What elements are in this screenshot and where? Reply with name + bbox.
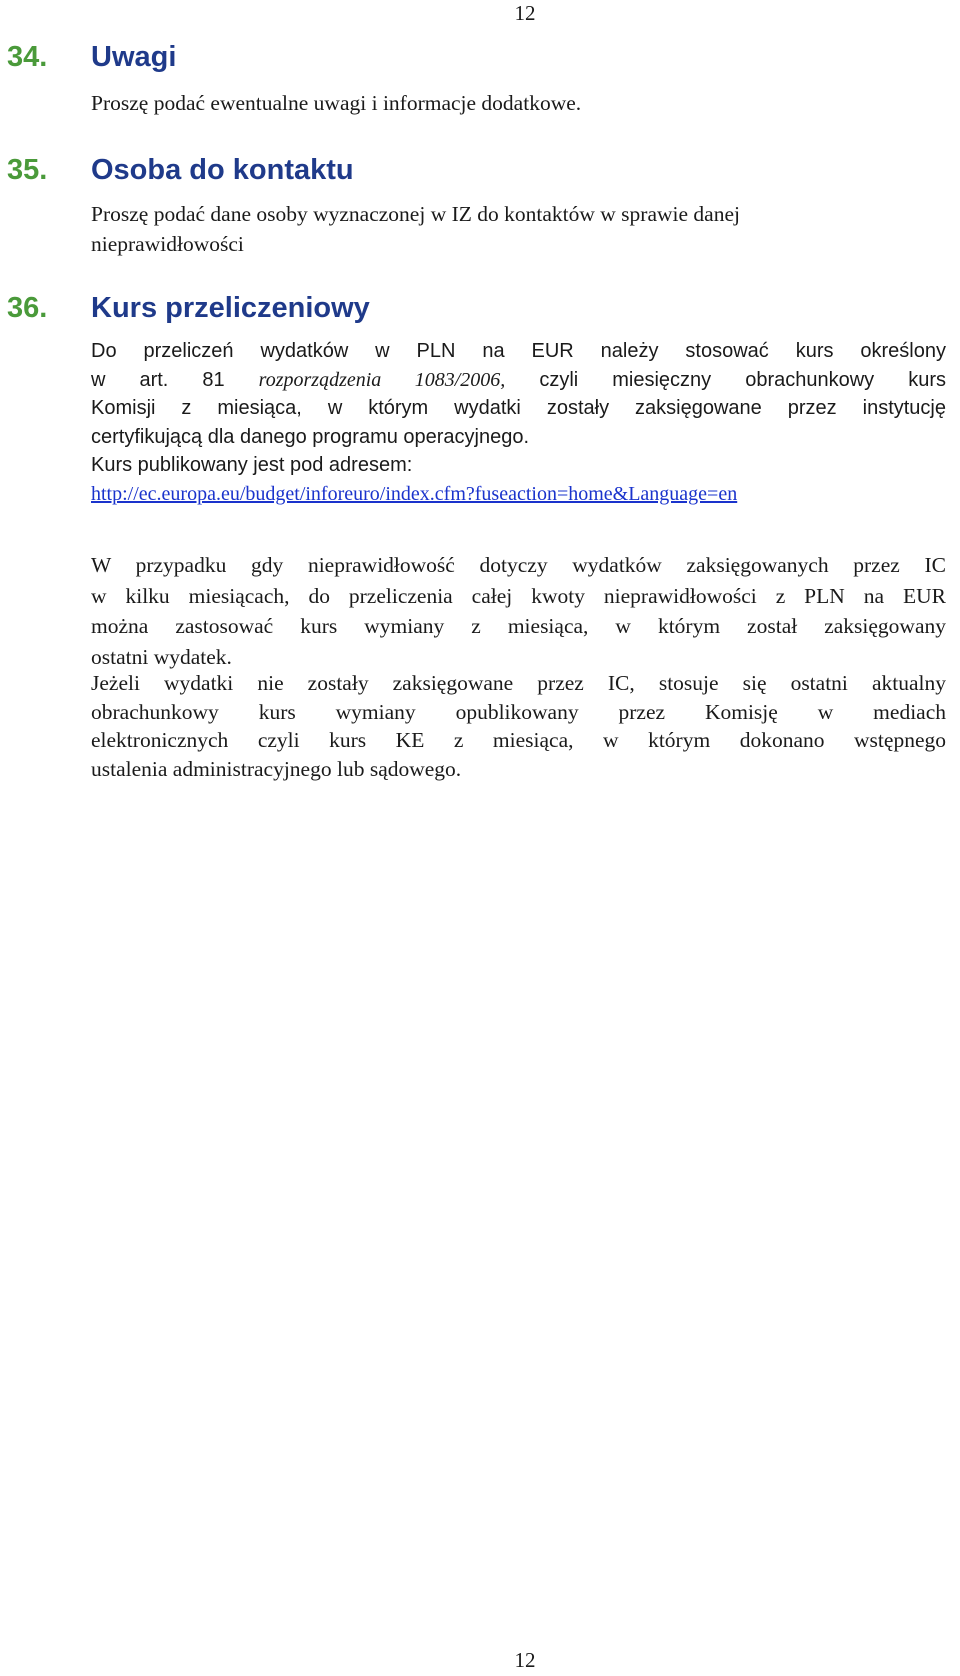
section-number: 34. — [7, 41, 48, 73]
text-run: czyli miesięczny obrachunkowy kurs — [539, 368, 946, 391]
paragraph-line: ostatni wydatek. — [91, 644, 232, 669]
section-number: 35. — [7, 154, 48, 186]
paragraph-line: Komisji z miesiąca, w którym wydatki zostały zaksięgowane przez instytucję — [91, 397, 946, 419]
section-36-paragraph-3 — [91, 669, 946, 783]
section-36-paragraph-2 — [91, 550, 946, 672]
section-35-body — [91, 199, 946, 259]
paragraph-line: w kilku miesiącach, do przeliczenia całej kwoty nieprawidłowości z PLN na EUR — [91, 583, 946, 608]
paragraph-line: elektronicznych czyli kurs KE z miesiąca, w którym dokonano wstępnego — [91, 728, 946, 752]
paragraph-line: można zastosować kurs wymiany z miesiąca, w którym został zaksięgowany — [91, 614, 946, 638]
paragraph-line — [91, 366, 946, 395]
text-run: w art. 81 — [91, 368, 225, 391]
paragraph-line: ustalenia administracyjnego lub sądowego. — [91, 756, 462, 781]
paragraph-line: Proszę podać ewentualne uwagi i informacje dodatkowe. — [91, 91, 582, 115]
paragraph-line: obrachunkowy kurs wymiany opublikowany przez Komisję w mediach — [91, 699, 946, 724]
section-heading-34 — [7, 40, 176, 74]
paragraph-line: Do przeliczeń wydatków w PLN na EUR należy stosować kurs określony — [91, 340, 946, 362]
section-heading-35 — [7, 153, 354, 187]
paragraph-line: W przypadku gdy nieprawidłowość dotyczy wydatków zaksięgowanych przez IC — [91, 553, 946, 577]
page-number-bottom: 12 — [514, 1648, 536, 1672]
section-title: Kurs przeliczeniowy — [91, 292, 370, 324]
page-number-top: 12 — [514, 1, 536, 25]
link-line — [91, 480, 946, 509]
section-title: Osoba do kontaktu — [91, 154, 354, 186]
paragraph-line: Jeżeli wydatki nie zostały zaksięgowane przez IC, stosuje się ostatni aktualny — [91, 671, 946, 695]
section-heading-36 — [7, 291, 370, 325]
paragraph-line: certyfikującą dla danego programu operacyjnego. — [91, 425, 530, 448]
section-36-paragraph-1 — [91, 337, 946, 508]
section-title: Uwagi — [91, 41, 177, 73]
paragraph-line: Kurs publikowany jest pod adresem: — [91, 454, 413, 476]
regulation-reference: rozporządzenia 1083/2006, — [258, 368, 506, 391]
inforeuro-link[interactable]: http://ec.europa.eu/budget/inforeuro/index.cfm?fuseaction=home&Language=en — [91, 482, 738, 505]
paragraph-line: nieprawidłowości — [91, 232, 244, 256]
section-number: 36. — [7, 292, 48, 324]
paragraph-line: Proszę podać dane osoby wyznaczonej w IZ do kontaktów w sprawie danej — [91, 202, 740, 226]
section-34-body — [91, 88, 946, 118]
